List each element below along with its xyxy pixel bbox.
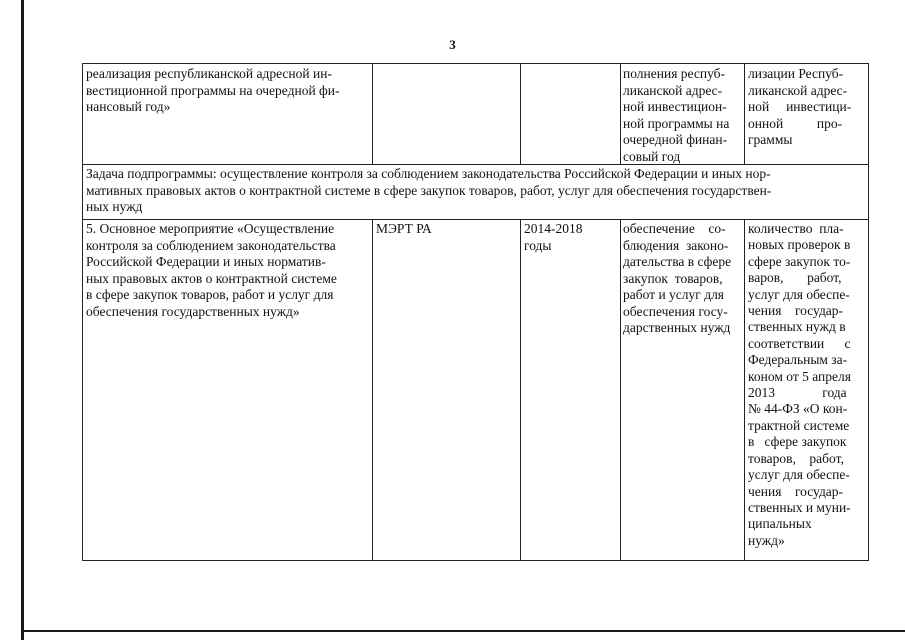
row5-executor-text: МЭРТ РА [376,221,432,236]
page-left-edge [21,0,24,640]
page-number: 3 [449,37,456,52]
row5-result-text: обеспечение со- блюдения законо- дательства в сфере закупок товаров, работ и услуг для обеспечения госу- дарственных нужд [623,221,732,335]
row1-col4-text: полнения респуб- ликанской адрес- ной инвестицион- ной программы на очередной финан- совый год [623,66,730,164]
row5-activity-text: 5. Основное мероприятие «Осуществление контроля за соблюдением законодательства Российской Федерации и иных норматив- ных правовых актов о контрактной системе в сфере закупок товаров, работ и услуг для обеспечения государственных нужд» [86,221,337,319]
row5-period-text: 2014-2018 годы [524,221,583,253]
row1-col1-text: реализация республиканской адресной ин- вестиционной программы на очередной фи- нансовый год» [86,66,340,114]
row5-indicator-text: количество пла- новых проверок в сфере закупок то- варов, работ, услуг для обеспе- чения государ- ственных нужд в соответствии с Федеральным за- коном от 5 апреля 2013 года № 44-ФЗ «О кон- трактной системе в сфере закупок товаров, работ, услуг для обеспе- чения государ- ственных и муни- ципальных нужд» [748,221,851,548]
row1-col5-text: лизации Респуб- ликанской адрес- ной инвестици- онной про- граммы [748,66,852,147]
subprogram-task-text: Задача подпрограммы: осуществление контроля за соблюдением законодательства Российской Федерации и иных нор- мативных правовых актов о контрактной системе в сфере закупок товаров, работ, услуг для обеспечения государствен- ных нужд [86,166,772,214]
page-bottom-edge [21,630,905,632]
